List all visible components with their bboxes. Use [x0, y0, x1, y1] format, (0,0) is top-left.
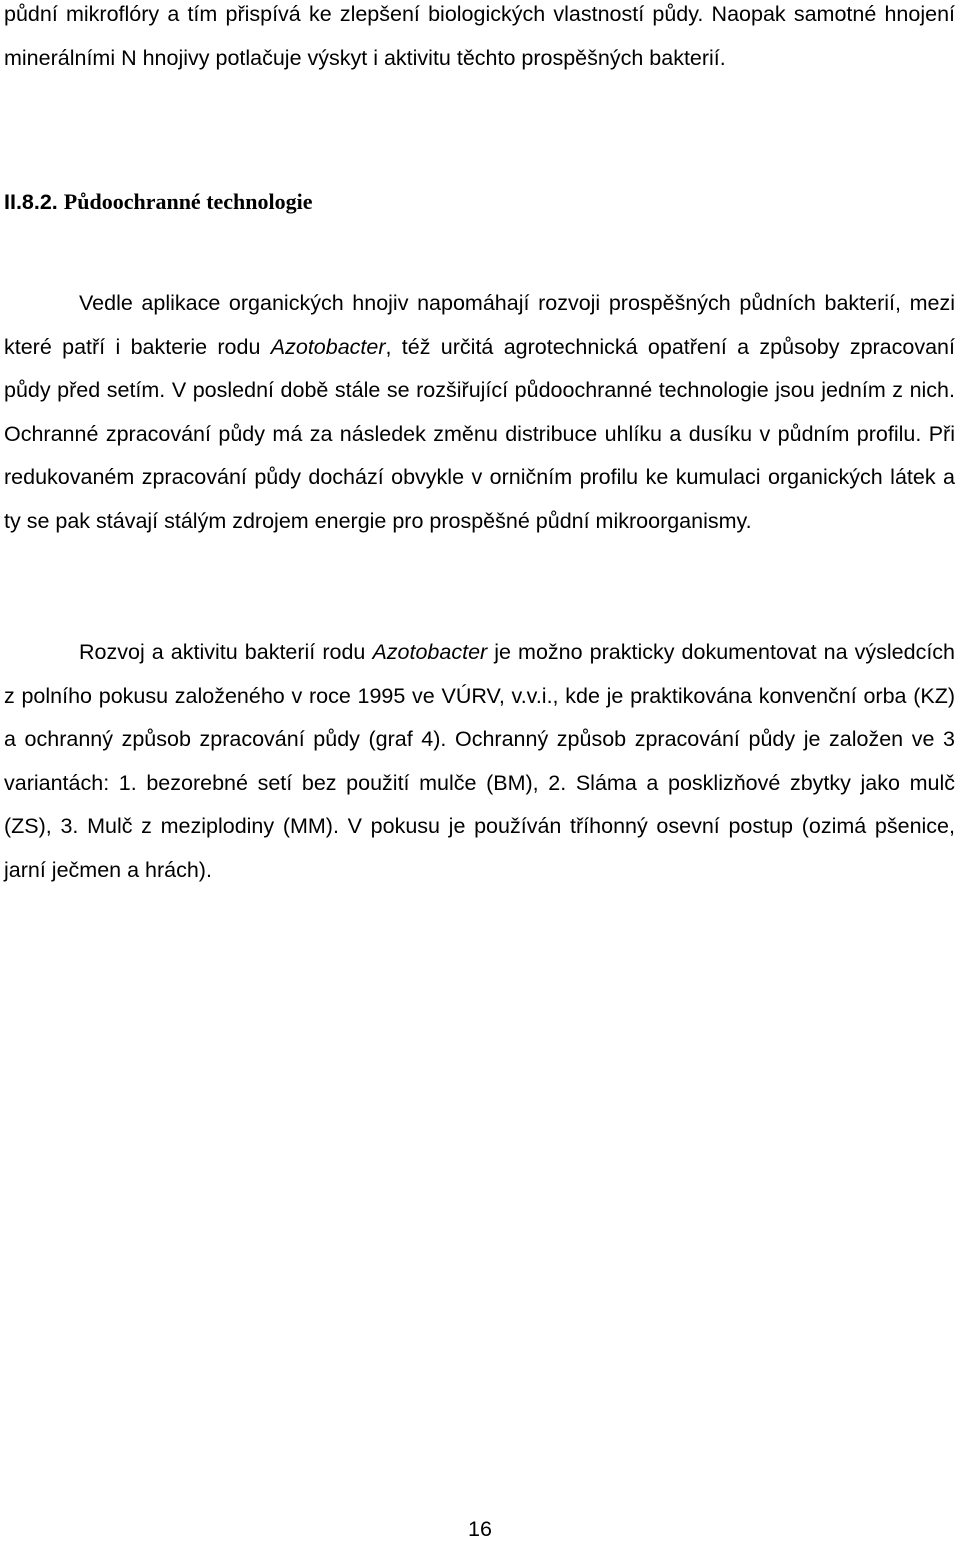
paragraph-experiment-text-1: Rozvoj a aktivitu bakterií rodu [79, 640, 373, 664]
genus-name-italic: Azotobacter [270, 334, 386, 359]
genus-name-italic: Azotobacter [372, 640, 488, 664]
paragraph-technologies [4, 282, 955, 543]
paragraph-intro: půdní mikroflóry a tím přispívá ke zlepšení biologických vlastností půdy. Naopak samotné hnojení minerálními N hnojivy potlačuje výskyt i aktivitu těchto prospěšných bakterií. [4, 2, 955, 70]
section-title: Půdoochranné technologie [63, 189, 313, 214]
paragraph-experiment-text-2: je možno prakticky dokumentovat na výsledcích z polního pokusu založeného v roce 1995 ve VÚRV, v.v.i., kde je praktikována konvenční orba (KZ) a ochranný způsob zpracování půdy (graf 4). Ochranný způsob zpracování půdy je založen ve 3 variantách: 1. bezorebné setí bez použití mulče (BM), 2. Sláma a posklizňové zbytky jako mulč (ZS), 3. Mulč z meziplodiny (MM). V pokusu je používán tříhonný osevní postup (ozimá pšenice, jarní ječmen a hrách). [4, 640, 955, 882]
page-number: 16 [468, 1517, 492, 1541]
paragraph-technologies-text-2: , též určitá agrotechnická opatření a způsoby zpracovaní půdy před setím. V poslední době stále se rozšiřující půdoochranné technologie jsou jedním z nich. Ochranné zpracování půdy má za následek změnu distribuce uhlíku a dusíku v půdním profilu. Při redukovaném zpracování půdy dochází obvykle v orničním profilu ke kumulaci organických látek a ty se pak stávají stálým zdrojem energie pro prospěšné půdní mikroorganismy. [4, 334, 955, 533]
paragraph-technologies-text-1: Vedle aplikace organických hnojiv napomáhají rozvoji prospěšných půdních bakterií, mezi které patří i bakterie rodu [4, 291, 955, 359]
section-number: II.8.2. [4, 190, 58, 214]
section-heading [4, 180, 313, 225]
paragraph-experiment [4, 631, 955, 892]
